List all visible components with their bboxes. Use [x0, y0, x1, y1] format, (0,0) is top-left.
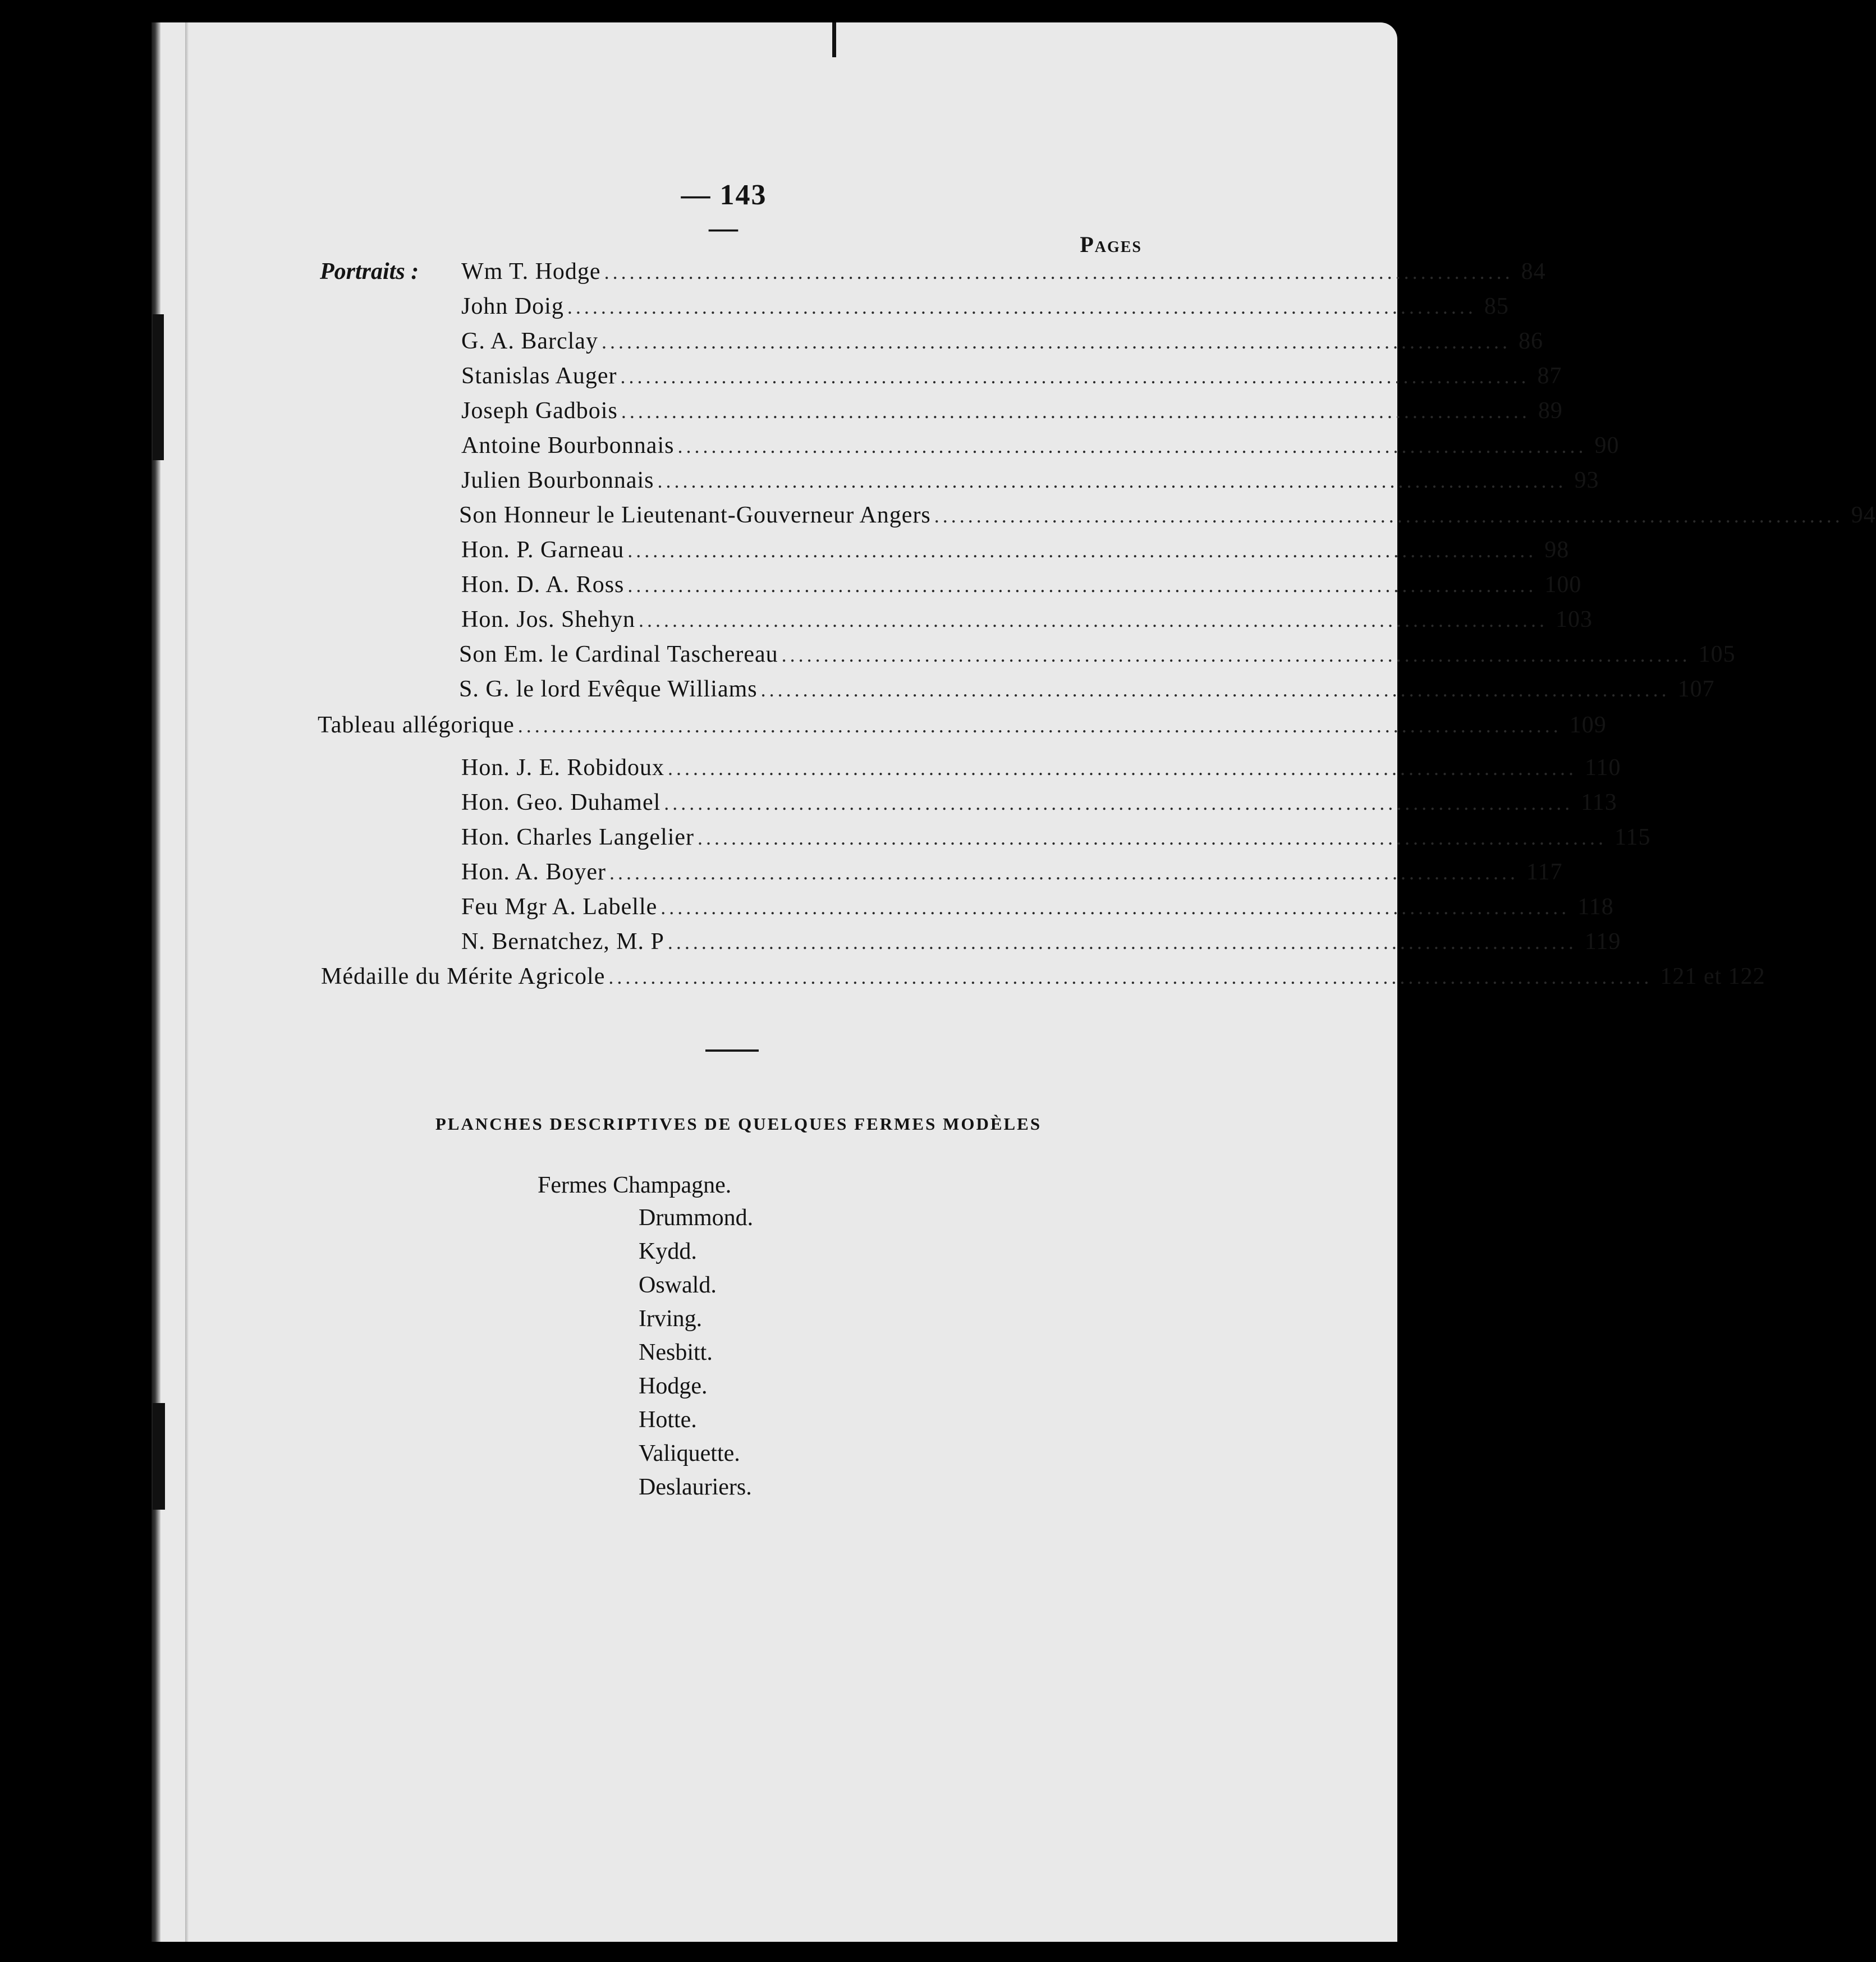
farm-list-item: Valiquette.: [639, 1441, 740, 1466]
toc-page: 87: [1537, 363, 1562, 389]
toc-title: Hon. Jos. Shehyn: [461, 607, 636, 632]
toc-entry: [461, 467, 1599, 498]
dot-leader: ............................................................................................................: [627, 574, 1537, 597]
toc-page: 100: [1544, 572, 1582, 598]
toc-entry: [318, 712, 1607, 743]
toc-page: 103: [1556, 607, 1593, 632]
dot-leader: ............................................................................................................: [621, 400, 1530, 423]
toc-entry: [321, 963, 1765, 994]
toc-title: G. A. Barclay: [461, 328, 598, 354]
toc-page: 98: [1544, 537, 1570, 563]
dot-leader: ............................................................................................................: [609, 861, 1519, 884]
dot-leader: ............................................................................................................: [657, 470, 1567, 492]
dot-leader: ............................................................................................................: [760, 679, 1670, 701]
toc-title: Hon. J. E. Robidoux: [461, 755, 665, 781]
farm-list-item: Irving.: [639, 1306, 703, 1332]
toc-title: Hon. D. A. Ross: [461, 572, 625, 598]
toc-page: 109: [1569, 712, 1607, 738]
toc-entry: [461, 606, 1593, 638]
toc-entry: [459, 641, 1736, 672]
page-crease: [185, 22, 189, 1942]
toc-page: 90: [1594, 433, 1620, 459]
toc-page: 115: [1614, 824, 1651, 850]
section-divider: [705, 1049, 759, 1052]
dot-leader: ............................................................................................................: [620, 365, 1530, 388]
toc-title: Médaille du Mérite Agricole: [321, 964, 606, 989]
dot-leader: ............................................................................................................................: [517, 714, 1562, 737]
toc-entry: [461, 754, 1621, 786]
toc-title: Julien Bourbonnais: [461, 467, 654, 493]
farm-list-item: Drummond.: [639, 1205, 754, 1231]
ink-mark: [832, 22, 836, 57]
toc-entry: [461, 893, 1614, 925]
toc-entry: [461, 824, 1651, 855]
farm-list-item: Deslauriers.: [639, 1474, 752, 1500]
dot-leader: ............................................................................................................: [664, 792, 1574, 814]
toc-title: Antoine Bourbonnais: [461, 433, 675, 459]
planches-heading: PLANCHES DESCRIPTIVES DE QUELQUES FERMES MODÈLES: [435, 1114, 1042, 1134]
toc-title: Hon. P. Garneau: [461, 537, 625, 563]
toc-page: 121 et 122: [1660, 964, 1765, 989]
toc-entry: [461, 789, 1617, 820]
ink-mark: [153, 1403, 165, 1510]
pages-column-header: Pages: [1080, 232, 1142, 257]
toc-page: 86: [1518, 328, 1543, 354]
toc-entry: [461, 293, 1509, 324]
toc-entry: [461, 328, 1543, 359]
toc-entry: [461, 258, 1546, 290]
binding-edge: [152, 22, 160, 1942]
toc-page: 110: [1585, 755, 1621, 781]
dot-leader: ............................................................................................................: [668, 757, 1577, 780]
toc-entry: [461, 859, 1563, 890]
dot-leader: ............................................................................................................: [604, 261, 1513, 283]
ink-mark: [153, 314, 164, 460]
dot-leader: ............................................................................................................: [667, 931, 1577, 954]
toc-title: S. G. le lord Evêque Williams: [459, 676, 758, 702]
toc-title: Feu Mgr A. Labelle: [461, 894, 658, 920]
dot-leader: ............................................................................................................: [627, 539, 1537, 562]
dot-leader: ............................................................................................................: [601, 331, 1511, 353]
dot-leader: ............................................................................................................: [934, 505, 1843, 527]
toc-page: 84: [1521, 259, 1546, 285]
dot-leader: ............................................................................................................: [781, 644, 1691, 666]
toc-title: N. Bernatchez, M. P: [461, 929, 664, 955]
toc-page: 113: [1581, 790, 1617, 815]
toc-entry: [461, 928, 1621, 960]
toc-entry: [461, 397, 1563, 429]
toc-page: 93: [1574, 467, 1599, 493]
farm-list-item: Hodge.: [639, 1373, 708, 1399]
page-number: — 143 —: [681, 179, 767, 244]
dot-leader: ............................................................................................................................: [608, 966, 1653, 988]
toc-entry: [461, 432, 1620, 464]
toc-title: Stanislas Auger: [461, 363, 617, 389]
toc-page: 89: [1538, 398, 1563, 424]
dot-leader: ............................................................................................................: [639, 609, 1548, 631]
toc-page: 118: [1577, 894, 1614, 920]
toc-title: Joseph Gadbois: [461, 398, 618, 424]
toc-page: 117: [1526, 859, 1563, 885]
toc-entry: [459, 676, 1715, 707]
toc-entry: [461, 537, 1570, 568]
farm-list-item: Oswald.: [639, 1272, 717, 1298]
farm-list-item: Hotte.: [639, 1407, 697, 1433]
toc-page: 105: [1698, 641, 1736, 667]
toc-page: 85: [1484, 294, 1509, 319]
toc-entry: [461, 363, 1562, 394]
toc-title: Son Em. le Cardinal Taschereau: [459, 641, 778, 667]
toc-title: Hon. A. Boyer: [461, 859, 606, 885]
toc-title: Tableau allégorique: [318, 712, 515, 738]
toc-page: 94: [1851, 502, 1876, 528]
farm-list-item: Kydd.: [639, 1239, 697, 1264]
dot-leader: ............................................................................................................: [661, 896, 1570, 919]
dot-leader: ............................................................................................................: [698, 827, 1607, 849]
toc-page: 119: [1584, 929, 1621, 955]
farm-list-item: Nesbitt.: [639, 1340, 713, 1365]
toc-page: 107: [1677, 676, 1715, 702]
toc-title: John Doig: [461, 294, 564, 319]
portraits-label: Portraits :: [320, 259, 419, 285]
toc-entry: [459, 502, 1876, 533]
toc-title: Hon. Charles Langelier: [461, 824, 695, 850]
dot-leader: ............................................................................................................: [677, 435, 1587, 457]
toc-title: Wm T. Hodge: [461, 259, 601, 285]
toc-title: Hon. Geo. Duhamel: [461, 790, 661, 815]
toc-title: Son Honneur le Lieutenant-Gouverneur Angers: [459, 502, 931, 528]
toc-entry: [461, 571, 1582, 603]
farms-heading: Fermes Champagne.: [538, 1172, 732, 1198]
dot-leader: ............................................................................................................: [567, 296, 1476, 318]
